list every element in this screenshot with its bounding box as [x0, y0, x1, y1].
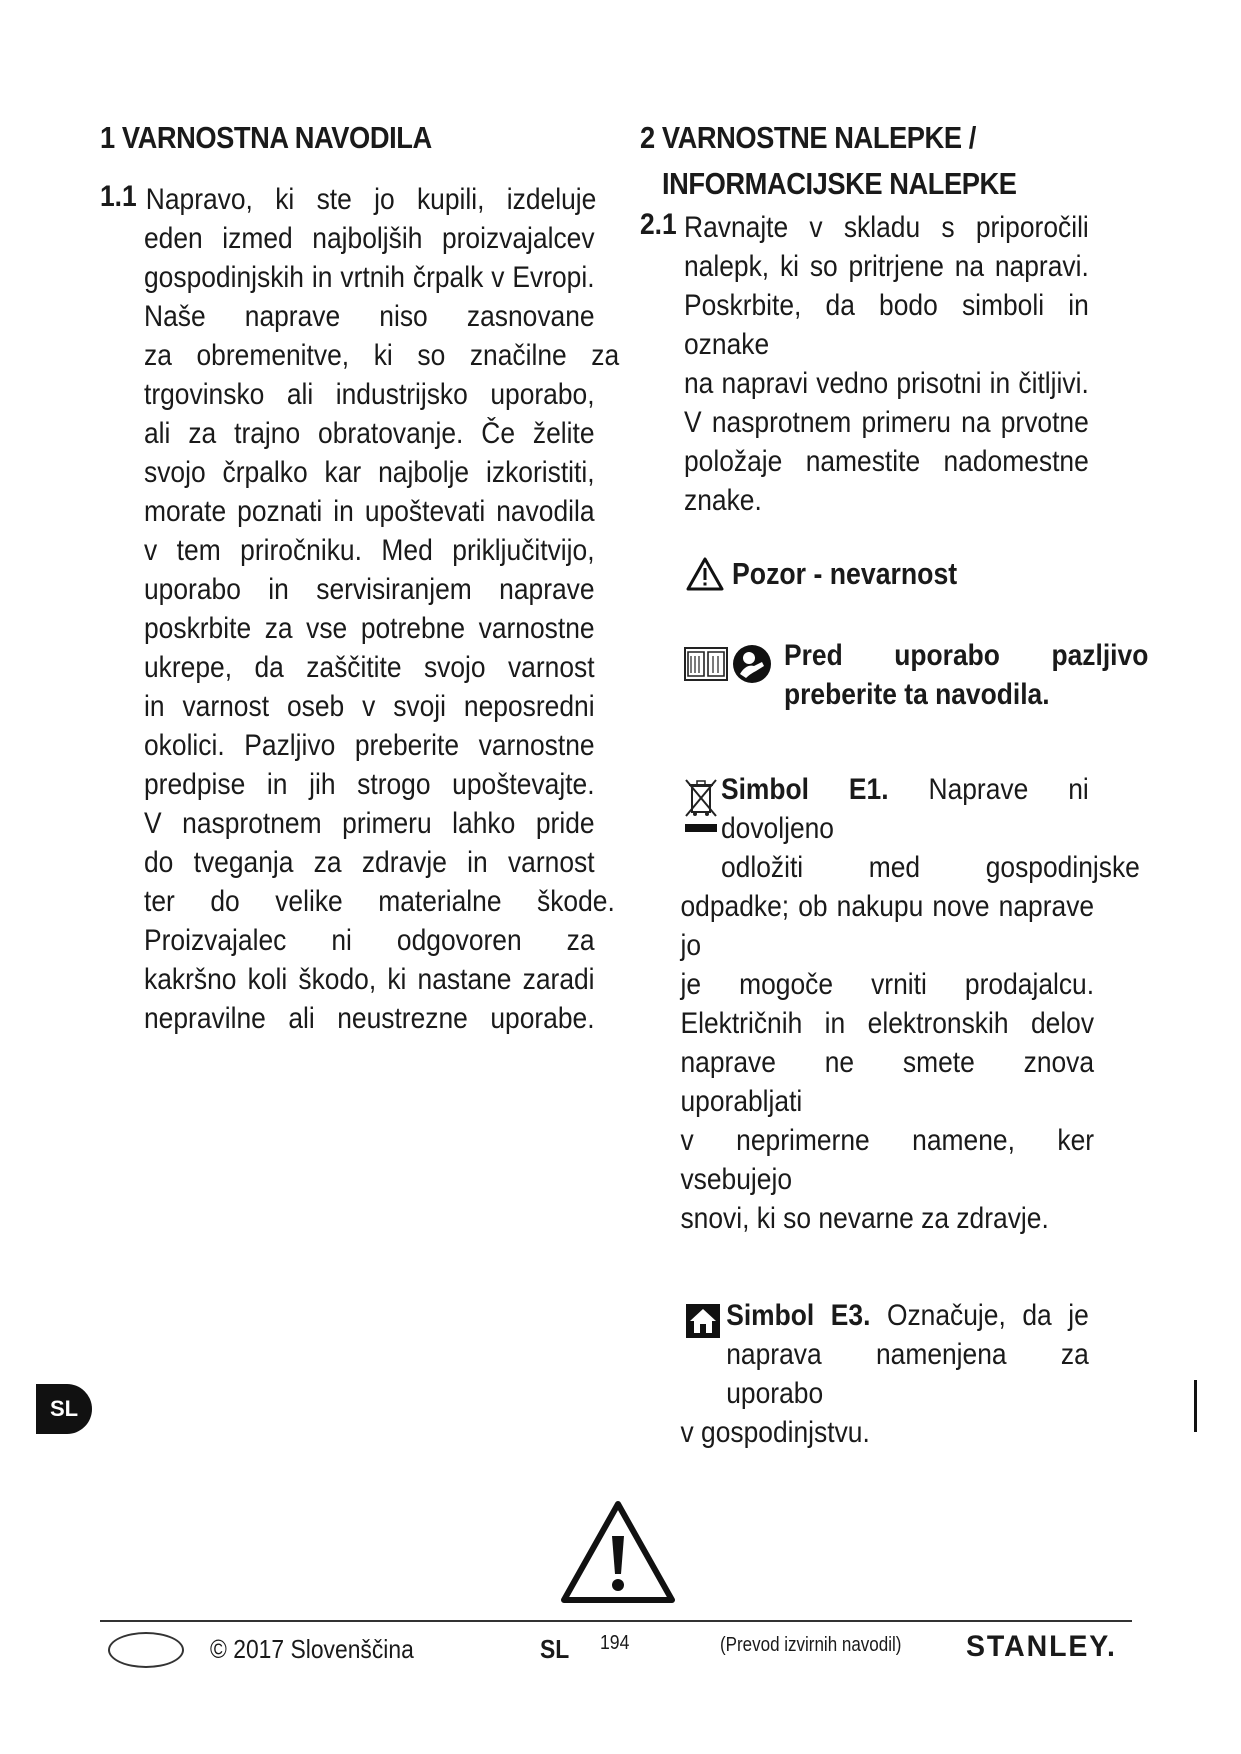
text-line: morate poznati in upoštevati navodila	[144, 495, 595, 528]
text-line: in varnost oseb v svoji neposredni	[144, 690, 595, 723]
text-line: naprave ne smete znova uporabljati	[680, 1046, 1095, 1118]
text-line: svojo črpalko kar najbolje izkoristiti,	[144, 456, 595, 489]
open-book-icon	[684, 646, 728, 682]
text-line: V nasprotnem primeru lahko pride	[144, 807, 595, 840]
symbol-e1-first: Naprave ni dovoljeno	[720, 773, 1089, 845]
large-warning-triangle-icon	[560, 1500, 676, 1604]
text-line: na napravi vedno prisotni in čitljivi.	[684, 367, 1089, 400]
text-line: Poskrbite, da bodo simboli in oznake	[684, 289, 1089, 361]
symbol-e1-text	[640, 770, 1140, 1238]
text-line: Proizvajalec ni odgovoren za	[144, 924, 595, 957]
footer	[0, 1630, 1241, 1670]
text-line: do tveganja za zdravje in varnost	[144, 846, 595, 879]
text-line: v neprimerne namene, ker vsebujejo	[680, 1124, 1095, 1196]
text-line: za obremenitve, ki so značilne za	[144, 339, 620, 372]
item-1-1	[100, 168, 660, 1038]
text-line	[726, 1296, 1089, 1335]
section-2-title-line1: 2 VARNOSTNE NALEPKE /	[640, 120, 976, 155]
text-line: uporabo in servisiranjem naprave	[144, 573, 595, 606]
read-manual-block	[640, 636, 1150, 716]
text-line: okolici. Pazljivo preberite varnostne	[144, 729, 595, 762]
item-1-1-number: 1.1	[100, 180, 137, 213]
text-line: ali za trajno obratovanje. Če želite	[144, 417, 595, 450]
footer-copyright: © 2017 Slovenščina	[210, 1634, 414, 1664]
text-line: kakršno koli škodo, ki nastane zaradi	[144, 963, 595, 996]
warning-title: Pozor - nevarnost	[732, 556, 958, 591]
text-line: trgovinsko ali industrijsko uporabo,	[144, 378, 595, 411]
text-line: Električnih in elektronskih delov	[680, 1007, 1095, 1040]
warning-triangle-icon	[686, 557, 724, 591]
footer-rule	[100, 1620, 1132, 1622]
section-1	[100, 120, 660, 1038]
section-2	[640, 120, 1150, 1452]
item-2-1	[640, 208, 1150, 520]
text-line: Napravo, ki ste jo kupili, izdeluje	[145, 183, 597, 216]
footer-oval-icon	[108, 1632, 184, 1668]
footer-language: SL	[540, 1634, 570, 1664]
symbol-e1-block	[640, 770, 1150, 1238]
text-line: je mogoče vrniti prodajalcu.	[680, 968, 1095, 1001]
edge-marker	[1194, 1380, 1197, 1432]
text-line: v tem priročniku. Med priključitvijo,	[144, 534, 595, 567]
text-line: snovi, ki so nevarne za zdravje.	[680, 1202, 1049, 1235]
symbol-e3-text	[640, 1296, 1089, 1452]
footer-translation-note: (Prevod izvirnih navodil)	[720, 1634, 902, 1656]
text-line	[721, 770, 1089, 848]
text-line: Naše naprave niso zasnovane	[144, 300, 595, 333]
item-2-1-number: 2.1	[640, 208, 677, 241]
text-line: znake.	[684, 484, 762, 517]
read-manual-line: Pred uporabo pazljivo	[784, 639, 1149, 672]
symbol-e3-label: Simbol E3.	[726, 1299, 871, 1332]
text-line: predpise in jih strogo upoštevajte.	[144, 768, 595, 801]
read-manual-text	[784, 636, 1148, 714]
text-line: v gospodinjstvu.	[680, 1416, 870, 1449]
section-2-title-line2: INFORMACIJSKE NALEPKE	[662, 166, 1017, 201]
text-line: odložiti med gospodinjske	[720, 851, 1140, 884]
text-line: gospodinjskih in vrtnih črpalk v Evropi.	[144, 261, 595, 294]
text-line: položaje namestite nadomestne	[684, 445, 1089, 478]
text-line: nalepk, ki so pritrjene na napravi.	[684, 250, 1089, 283]
text-line: poskrbite za vse potrebne varnostne	[144, 612, 595, 645]
text-line: odpadke; ob nakupu nove naprave jo	[680, 890, 1095, 962]
symbol-e3-first: Označuje, da je	[886, 1299, 1089, 1332]
section-1-paragraph	[100, 168, 620, 1038]
text-line: eden izmed najboljših proizvajalcev	[144, 222, 595, 255]
page-number: 194	[600, 1632, 630, 1654]
text-line: ter do velike materialne škode.	[144, 885, 615, 918]
text-line: nepravilne ali neustrezne uporabe.	[144, 1002, 595, 1035]
warning-heading	[686, 556, 1150, 592]
text-line: ukrepe, da zaščitite svojo varnost	[144, 651, 595, 684]
text-line: V nasprotnem primeru na prvotne	[684, 406, 1089, 439]
text-line: naprava namenjena za uporabo	[726, 1338, 1089, 1410]
language-side-tab: SL	[36, 1384, 92, 1434]
section-1-title: 1 VARNOSTNA NAVODILA	[100, 120, 432, 155]
section-2-paragraph	[640, 208, 1089, 520]
read-manual-line: preberite ta navodila.	[784, 678, 1050, 711]
brand-logo: STANLEY.	[966, 1630, 1117, 1663]
symbol-e3-block	[640, 1296, 1150, 1452]
symbol-e1-label: Simbol E1.	[720, 773, 889, 806]
text-line: Ravnajte v skladu s priporočili	[684, 211, 1089, 244]
reading-person-icon	[732, 644, 772, 684]
